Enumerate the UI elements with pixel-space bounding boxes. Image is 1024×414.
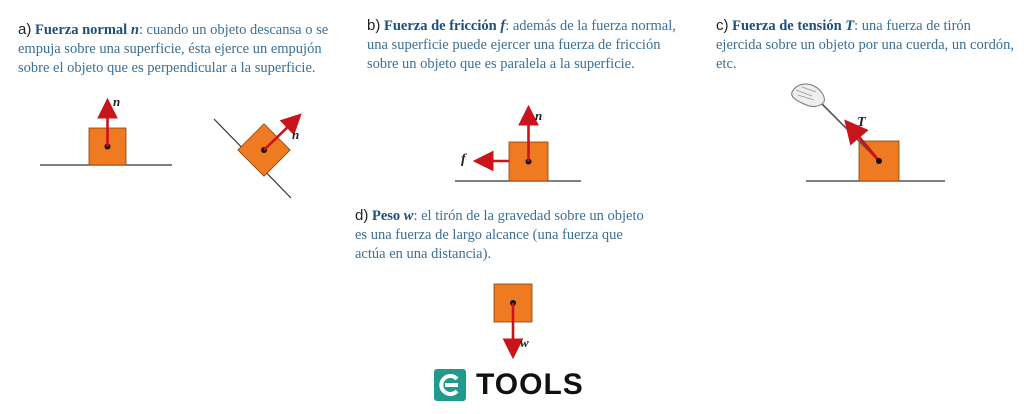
panel-c-letter: c): [716, 17, 729, 34]
panel-d-diagram: [494, 284, 532, 354]
logo-text: TOOLS: [476, 368, 584, 401]
n-label: n: [113, 94, 121, 109]
f-label: f: [461, 152, 466, 167]
panel-d-symbol: w: [403, 208, 414, 224]
panel-d-term: Peso: [371, 208, 401, 224]
n-label: n: [535, 108, 543, 123]
n-label: n: [292, 127, 300, 142]
T-label: T: [857, 115, 866, 130]
hand-icon: [792, 84, 825, 106]
panel-d-description: : el tirón de la gravedad sobre un objeto es una fuerza de largo alcance (una fuerza que actúa en una distancia).: [355, 208, 644, 262]
etools-logo: [434, 366, 584, 404]
panel-a-flat-diagram: [40, 94, 172, 165]
panel-b-diagram: [455, 108, 581, 181]
panel-d-letter: d): [355, 207, 369, 224]
logo-mark-icon: [434, 369, 466, 401]
panel-a-description: : cuando un objeto descansa o se empuja sobre una superficie, ésta ejerce un empujón sobre el objeto que es perpendicular a la superficie.: [18, 22, 329, 76]
panel-b-description: : además de la fuerza normal, una superficie puede ejercer una fuerza de fricción sobre un objeto que es paralela a la superficie.: [367, 18, 676, 72]
panel-b-letter: b): [367, 17, 381, 34]
panel-c-symbol: T: [845, 18, 855, 34]
center-dot: [876, 158, 882, 164]
panel-a-symbol: n: [130, 22, 139, 38]
panel-c-description: : una fuerza de tirón ejercida sobre un objeto por una cuerda, un cordón, etc.: [716, 18, 1014, 72]
w-label: w: [520, 335, 529, 350]
panel-a-term: Fuerza normal: [34, 22, 128, 38]
panel-a-incline-diagram: [214, 117, 299, 198]
panel-c-diagram: [792, 84, 945, 181]
panel-a-letter: a): [18, 21, 32, 38]
panel-b-term: Fuerza de fricción: [383, 18, 497, 34]
panel-b-symbol: f: [500, 18, 506, 34]
panel-c-term: Fuerza de tensión: [732, 18, 842, 34]
